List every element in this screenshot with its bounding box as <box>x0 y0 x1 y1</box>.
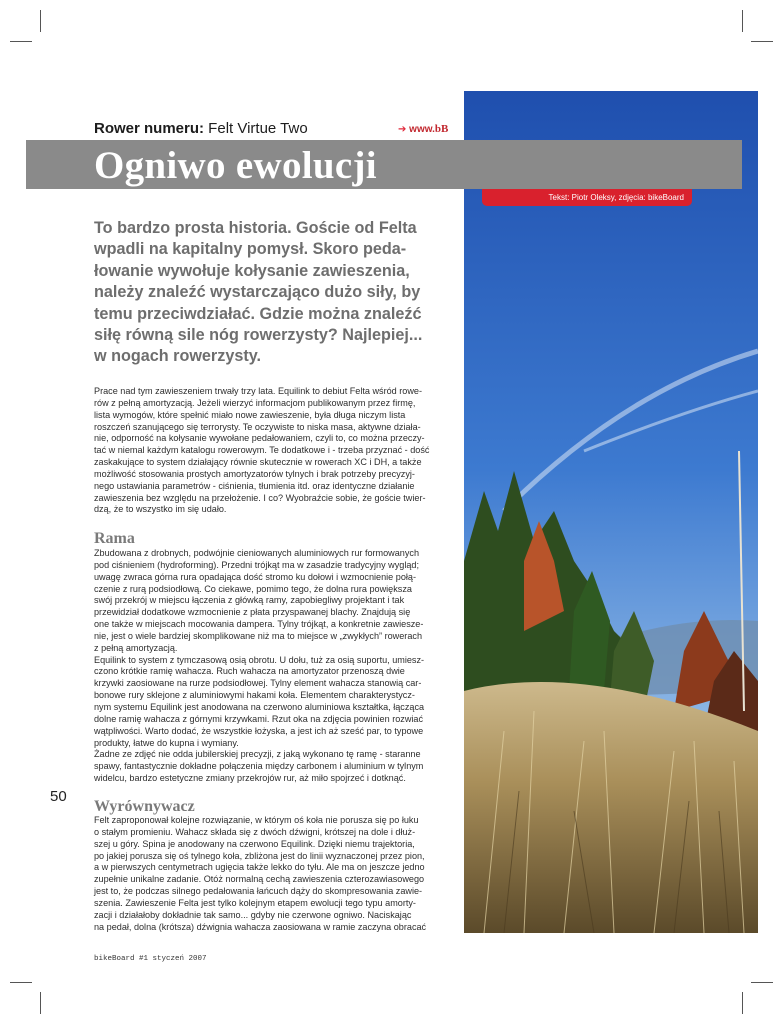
body-line: lista wymogów, które spełnić miało nowe zawieszenie, była długa niczym lista <box>94 409 406 420</box>
body-line: roszczeń szanującego się terrorysty. Te oczywiste to niska masa, aktywne działa- <box>94 421 421 432</box>
body-line: Zbudowana z drobnych, podwójnie cieniowanych aluminiowych rur formowanych <box>94 548 420 558</box>
lead-line: temu przeciwdziałać. Gdzie można znaleźć <box>94 304 422 323</box>
body-line: bonowe rury sklejone z aluminiowymi hakami koła. Elementem charakterystycz- <box>94 690 415 701</box>
author-credit: Tekst: Piotr Oleksy, zdjęcia: bikeBoard <box>482 189 692 206</box>
body-line: widelcu, bardzo estetyczne zmiany przekrojów rur, aż miło spojrzeć i dotknąć. <box>94 773 406 784</box>
section-heading-rama: Rama <box>94 530 135 547</box>
article-lead <box>94 218 439 368</box>
body-line: jest to, że podczas silnego pedałowania łańcuch dąży do skompresowania zawie- <box>94 886 423 897</box>
body-line: nym systemu Equilink jest anodowana na czerwono aluminiowa kształtka, łącząca <box>94 701 425 712</box>
section-heading-wyrownywacz: Wyrównywacz <box>94 798 195 815</box>
body-line: zupełnie unikalne zadanie. Otóż normalną cechą zawieszenia czterozawiasowego <box>94 874 425 885</box>
lead-line: siłę równą sile nóg rowerzysty? Najlepiej... <box>94 326 423 345</box>
section-rama-text <box>94 548 454 785</box>
body-line: zaskakujące to system działający równie skutecznie w rowerach XC i DH, a także <box>94 457 422 468</box>
body-line: Equilink to system z tymczasową osią obrotu. U dołu, tuż za osią suportu, umiesz- <box>94 654 425 665</box>
arrow-icon: ➔ <box>398 124 407 135</box>
website-link[interactable] <box>398 123 448 135</box>
crop-mark <box>751 41 773 42</box>
website-prefix: www. <box>409 124 435 135</box>
crop-mark <box>742 10 743 32</box>
body-line: zacji i działałoby dokładnie tak samo... gdyby nie czerwone ogniwo. Naciskając <box>94 909 412 920</box>
body-line: uwagę zwraca górna rura opadająca dość stromo ku dołowi i wzmocnienie połą- <box>94 571 416 582</box>
body-line: Prace nad tym zawieszeniem trwały trzy lata. Equilink to debiut Felta wśród rowe- <box>94 386 423 396</box>
kicker-bike-name: Felt Virtue Two <box>204 120 308 137</box>
body-line: szenia. Zawieszenie Felta jest tylko kolejnym etapem ewolucji tego typu amorty- <box>94 897 416 908</box>
crop-mark <box>10 41 32 42</box>
body-line: pod ciśnieniem (hydroforming). Przedni trójkąt ma w zasadzie tradycyjny wygląd; <box>94 559 419 570</box>
lead-line: wpadli na kapitalny pomysł. Skoro peda- <box>94 240 407 259</box>
crop-mark <box>751 982 773 983</box>
body-line: na pedał, dolna (krótsza) dźwignia wahacza zaosiowana w ramie zaczyna obracać <box>94 921 427 932</box>
body-line: Żadne ze zdjęć nie odda jubilerskiej precyzji, z jaką wykonano tę ramę - staranne <box>94 749 421 760</box>
lead-line: w nogach rowerzysty. <box>94 347 262 366</box>
body-line: produkty, łatwe do kupna i wymiany. <box>94 737 239 748</box>
lead-line: łowanie wywołuje kołysanie zawieszenia, <box>94 261 410 280</box>
page-footer: bikeBoard #1 styczeń 2007 <box>94 955 207 963</box>
article-title: Ogniwo ewolucji <box>94 144 377 187</box>
body-line: możliwość stosowania prostych amortyzatorów tylnych i brak potrzeby precyzyj- <box>94 468 415 479</box>
body-line: zawieszenia bez względu na przełożenie. I co? Wyobraźcie sobie, że goście twier- <box>94 492 426 503</box>
body-line: one także w miejscach mocowania dampera. Tylny trójkąt, a konkretnie zawiesze- <box>94 619 424 630</box>
body-line: a w pierwszych centymetrach ugięcia także lekko do tyłu. Ale ma on jeszcze jedno <box>94 862 425 873</box>
crop-mark <box>40 992 41 1014</box>
crop-mark <box>742 992 743 1014</box>
body-line: spawy, fantastycznie dokładne połączenia między carbonem i aluminium w tylnym <box>94 761 424 772</box>
intro-paragraph <box>94 386 454 516</box>
body-line: o stałym promieniu. Wahacz składa się z dwóch dźwigni, krótszej na dole i dłuż- <box>94 826 416 837</box>
body-line: nego ustawiania parametrów - ciśnienia, tłumienia itd. oraz identyczne działanie <box>94 480 415 491</box>
body-line: czono krótkie ramię wahacza. Ruch wahacza na amortyzator przenoszą dwie <box>94 666 405 677</box>
body-line: z pełną amortyzacją. <box>94 642 178 653</box>
landscape-photo <box>464 91 758 933</box>
body-line: tać w niemal każdym katalogu rowerowym. Te dodatkowe i - trzeba przyznać - dość <box>94 445 430 456</box>
website-logo: bB <box>434 123 449 135</box>
body-line: swój przekrój w miejscu łączenia z główką ramy, zapobiegliwy projektant i tak <box>94 595 405 606</box>
body-line: krzywki zaosiowane na rurze podsiodłowej. Tylny element wahacza stanowią car- <box>94 678 422 689</box>
body-line: przewidział dodatkowe wzmocnienie z płata przyspawanej blachy. Znajdują się <box>94 607 411 618</box>
body-line: po jakiej porusza się oś tylnego koła, zbliżona jest do linii wyznaczonej przez pion, <box>94 850 425 861</box>
landscape-illustration <box>464 91 758 933</box>
body-line: szej u góry. Spina je anodowany na czerwono Equilink. Dzięki niemu trajektoria, <box>94 838 415 849</box>
issue-kicker <box>94 120 308 137</box>
body-line: dzą, że to wszystko im się udało. <box>94 504 227 515</box>
body-line: czenie z rurą podsiodłową. Co ciekawe, pomimo tego, że dolna rura powiększa <box>94 583 412 594</box>
body-line: rów z pełną amortyzacją. Jeżeli wierzyć informacjom publikowanym przez firmę, <box>94 397 416 408</box>
body-line: wątpliwości. Warto dodać, że wszystkie łożyska, a jest ich aż sześć par, to typowe <box>94 725 424 736</box>
lead-line: należy znaleźć wystarczająco dużo siły, by <box>94 283 421 302</box>
body-line: nie, jest o wiele bardziej skomplikowane niż ma to miejsce w „zwykłych” rowerach <box>94 630 422 641</box>
kicker-label: Rower numeru: <box>94 120 205 137</box>
section-wyrownywacz-text <box>94 815 454 933</box>
page-number: 50 <box>50 788 67 805</box>
body-line: Felt zaproponował kolejne rozwiązanie, w którym oś koła nie porusza się po łuku <box>94 815 419 825</box>
crop-mark <box>40 10 41 32</box>
crop-mark <box>10 982 32 983</box>
body-line: nie, odporność na kołysanie wywołane pedałowaniem, czyli to, co można przeczy- <box>94 433 425 444</box>
lead-line: To bardzo prosta historia. Goście od Felta <box>94 219 417 237</box>
body-line: dolne ramię wahacza z górnymi krzywkami. Rzut oka na zdjęcia powinien rozwiać <box>94 713 424 724</box>
